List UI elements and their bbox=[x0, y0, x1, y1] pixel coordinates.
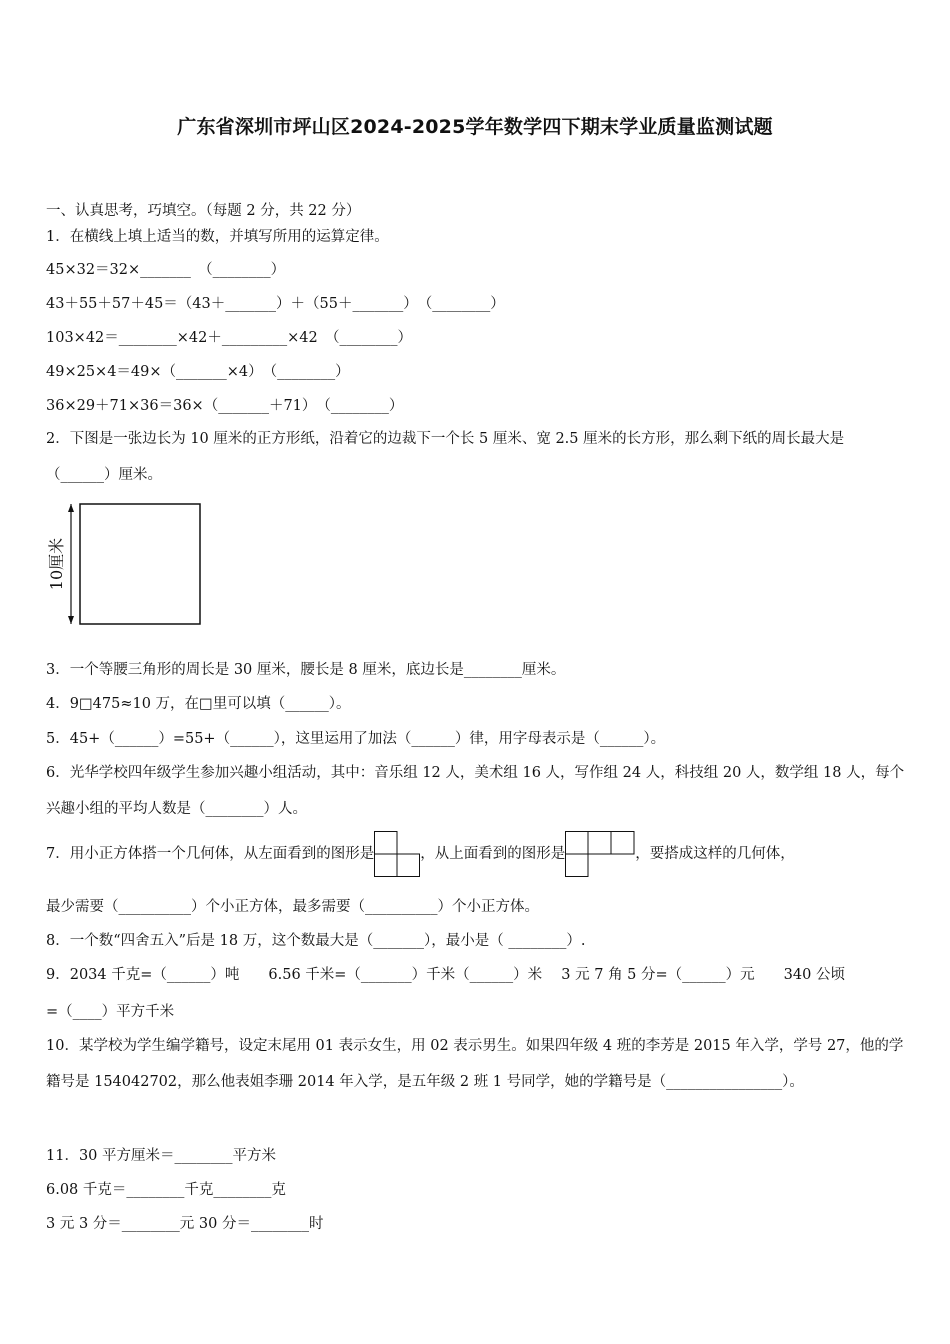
q8-text: 8．一个数“四舍五入”后是 18 万，这个数最大是（_______），最小是（ ________）. bbox=[46, 933, 586, 949]
square-outline bbox=[80, 504, 200, 624]
q4-text: 4．9□475≈10 万，在□里可以填（______）。 bbox=[46, 696, 351, 712]
q1-line-2: 43＋55＋57＋45＝（43＋_______）＋（55＋_______） （________） bbox=[46, 296, 505, 312]
q11-line-1: 11．30 平方厘米＝________平方米 bbox=[46, 1148, 277, 1164]
dimension-label: 10厘米 bbox=[47, 537, 66, 591]
q10-text: 10．某学校为学生编学籍号，设定末尾用 01 表示女生，用 02 表示男生。如果四年级 4 班的李芳是 2015 年入学，学号 27，他的学籍号是 154042702，那么他表姐李珊 2014 年入学，是五年级 2 班 1 号同学，她的学籍号是（________________）。 bbox=[46, 1038, 904, 1090]
left-view-figure bbox=[374, 831, 420, 877]
arrow-bottom-icon bbox=[68, 616, 74, 624]
q7-line-2: 最少需要（__________）个小正方体，最多需要（__________）个小正方体。 bbox=[46, 899, 539, 915]
q7-part-2: ，从上面看到的图形是 bbox=[420, 846, 566, 862]
q11-line-3: 3 元 3 分＝________元 30 分＝________时 bbox=[46, 1216, 324, 1232]
q1-line-3: 103×42＝________×42＋_________×42 （________） bbox=[46, 330, 412, 346]
q1-line-5: 36×29＋71×36＝36×（_______＋71） （________） bbox=[46, 398, 404, 414]
q7-part-1: 7．用小正方体搭一个几何体，从左面看到的图形是 bbox=[46, 846, 375, 862]
q9-line-2: =（____）平方千米 bbox=[46, 1004, 175, 1020]
q1-line-1: 45×32＝32×_______ （________） bbox=[46, 262, 286, 278]
q5-text: 5．45+（______）=55+（______），这里运用了加法（______）律，用字母表示是（______）。 bbox=[46, 731, 666, 747]
top-view-figure bbox=[565, 831, 635, 877]
q9-line-1: 9．2034 千克=（______）吨 6.56 千米=（_______）千米（______）米 3 元 7 角 5 分=（______）元 340 公顷 bbox=[46, 967, 845, 983]
q3-text: 3．一个等腰三角形的周长是 30 厘米，腰长是 8 厘米，底边长是________厘米。 bbox=[46, 662, 566, 678]
section-heading: 一、认真思考，巧填空。（每题 2 分，共 22 分） bbox=[46, 203, 361, 219]
q1-stem: 1．在横线上填上适当的数，并填写所用的运算定律。 bbox=[46, 229, 389, 245]
q1-line-4: 49×25×4＝49×（_______×4） （________） bbox=[46, 364, 350, 380]
page-title: 广东省深圳市坪山区2024-2025学年数学四下期末学业质量监测试题 bbox=[177, 116, 773, 138]
q7-line-1 bbox=[46, 831, 795, 877]
arrow-top-icon bbox=[68, 504, 74, 512]
q6-text: 6．光华学校四年级学生参加兴趣小组活动，其中：音乐组 12 人，美术组 16 人，写作组 24 人，科技组 20 人，数学组 18 人，每个兴趣小组的平均人数是（________）人。 bbox=[46, 765, 905, 817]
q11-line-2: 6.08 千克＝________千克________克 bbox=[46, 1182, 286, 1198]
square-figure bbox=[44, 498, 206, 630]
q2-text: 2．下图是一张边长为 10 厘米的正方形纸，沿着它的边裁下一个长 5 厘米、宽 2.5 厘米的长方形，那么剩下纸的周长最大是（______）厘米。 bbox=[46, 431, 845, 483]
q7-part-3: ，要搭成这样的几何体， bbox=[635, 846, 795, 862]
